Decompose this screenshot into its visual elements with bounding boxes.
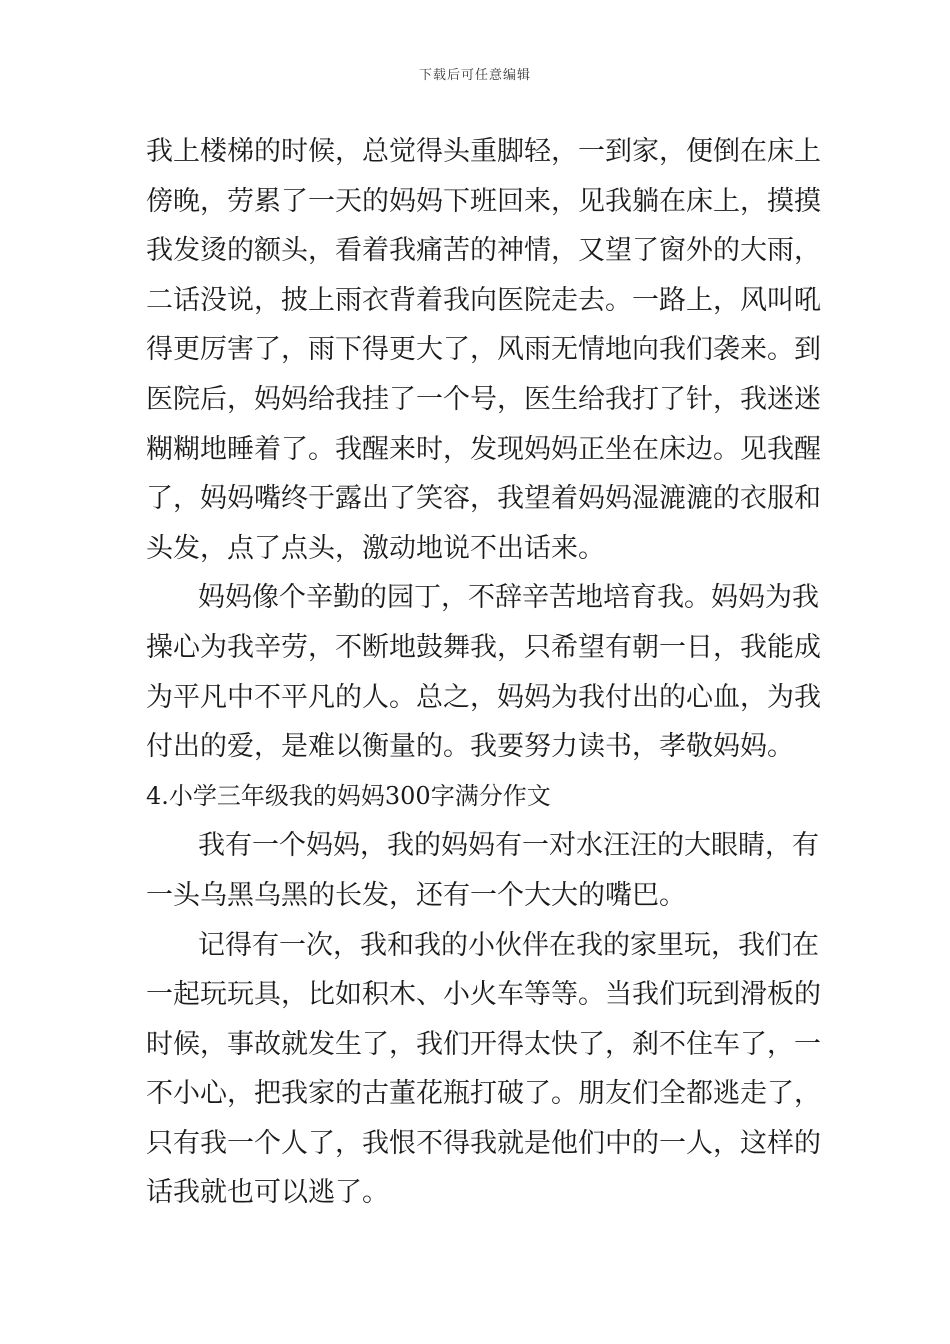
header-note: 下载后可任意编辑 — [418, 68, 531, 83]
text-line: 我发烫的额头，看着我痛苦的神情，又望了窗外的大雨， — [146, 235, 821, 267]
text-line: 操心为我辛劳，不断地鼓舞我，只希望有朝一日，我能成 — [146, 631, 821, 663]
text-line: 医院后，妈妈给我挂了一个号，医生给我打了针，我迷迷 — [146, 383, 821, 415]
text-line: 糊糊地睡着了。我醒来时，发现妈妈正坐在床边。见我醒 — [146, 433, 821, 465]
text-line: 二话没说，披上雨衣背着我向医院走去。一路上，风叫吼 — [146, 284, 821, 316]
text-line: 付出的爱，是难以衡量的。我要努力读书，孝敬妈妈。 — [146, 731, 794, 763]
section-heading: 4.小学三年级我的妈妈300字满分作文 — [146, 781, 551, 810]
text-line: 不小心，把我家的古董花瓶打破了。朋友们全都逃走了， — [146, 1078, 821, 1110]
text-line: 只有我一个人了，我恨不得我就是他们中的一人，这样的 — [146, 1127, 821, 1159]
text-line: 得更厉害了，雨下得更大了，风雨无情地向我们袭来。到 — [146, 334, 821, 366]
text-line: 傍晚，劳累了一天的妈妈下班回来，见我躺在床上，摸摸 — [146, 185, 821, 217]
paragraph-start-line: 妈妈像个辛勤的园丁，不辞辛苦地培育我。妈妈为我 — [198, 582, 819, 614]
text-line: 了，妈妈嘴终于露出了笑容，我望着妈妈湿漉漉的衣服和 — [146, 483, 821, 515]
text-line: 时候，事故就发生了，我们开得太快了，刹不住车了，一 — [146, 1028, 821, 1060]
text-line: 一起玩玩具，比如积木、小火车等等。当我们玩到滑板的 — [146, 979, 821, 1011]
paragraph-start-line: 记得有一次，我和我的小伙伴在我的家里玩，我们在 — [198, 929, 819, 961]
text-line: 我上楼梯的时候，总觉得头重脚轻，一到家，便倒在床上 — [146, 136, 821, 167]
text-line: 头发，点了点头，激动地说不出话来。 — [146, 532, 605, 564]
text-line: 话我就也可以逃了。 — [146, 1177, 389, 1209]
text-line: 为平凡中不平凡的人。总之，妈妈为我付出的心血，为我 — [146, 681, 821, 713]
text-line: 一头乌黑乌黑的长发，还有一个大大的嘴巴。 — [146, 879, 686, 911]
paragraph-start-line: 我有一个妈妈，我的妈妈有一对水汪汪的大眼睛，有 — [198, 830, 819, 862]
document-body — [146, 127, 821, 1218]
